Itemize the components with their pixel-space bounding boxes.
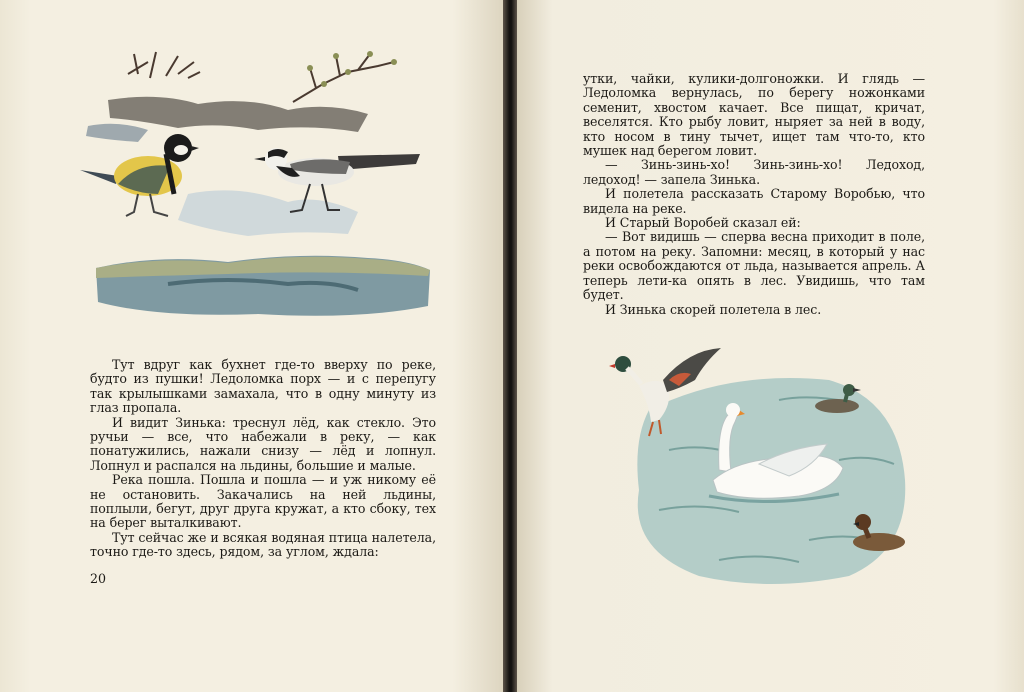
paragraph: И Старый Воробей сказал ей:: [605, 215, 801, 231]
catkins: [307, 51, 397, 87]
dark-bank: [108, 97, 368, 132]
paragraph: — Зинь-зинь-хо! Зинь-зинь-хо! Ледоход, ледоход! — запела Зинька.: [583, 157, 925, 187]
right-page: [517, 0, 1024, 692]
right-page-text: [583, 72, 925, 317]
page-number: 20: [90, 571, 107, 586]
paragraph: Тут вдруг как бухнет где-то вверху по реке, будто из пушки! Ледоломка порх — и с перепугу так крылышками замахала, что в одну минуту из глаз пропала.: [90, 357, 436, 416]
swan-ducks-illustration: [609, 340, 909, 590]
snow-patch: [86, 124, 148, 142]
paragraph: утки, чайки, кулики-долгоножки. И глядь — Ледоломка вернулась, по берегу ножонками семенит, хвостом качает. Все пищат, кричат, веселятся. Кто рыбу ловит, ныряет за ней в воду, кто носом в тину тычет, ищет там что-то, кто мушек над берегом ловит.: [583, 71, 925, 159]
titmouse-wagtail-illustration: [78, 44, 433, 320]
paragraph: — Вот видишь — сперва весна приходит в поле, а потом на реку. Запомни: месяц, в который у нас реки освобождаются от льда, называется апрель. А теперь лети-ка опять в лес. Увидишь, что там будет.: [583, 229, 925, 303]
left-page-text: [90, 358, 436, 560]
willow-branches: [128, 52, 394, 102]
titmouse-bird: [80, 134, 199, 216]
left-page: [0, 0, 503, 692]
paragraph: И Зинька скорей полетела в лес.: [605, 301, 822, 317]
paragraph: И видит Зинька: треснул лёд, как стекло. Это ручьи — все, что набежали в реку, — как понатужились, нажали снизу — лёд и лопнул. Лопнул и распался на льдины, большие и малые.: [90, 414, 436, 473]
paragraph: И полетела рассказать Старому Воробью, что видела на реке.: [583, 186, 925, 216]
book-gutter: [503, 0, 517, 692]
snow-drift: [178, 190, 358, 236]
paragraph: Река пошла. Пошла и пошла — и уж никому её не остановить. Закачались на ней льдины, поплыли, бегут, друг друга кружат, а кто сбоку, тех на берег выталкивают.: [90, 472, 436, 531]
paragraph: Тут сейчас же и всякая водяная птица налетела, точно где-то здесь, рядом, за углом, ждала:: [90, 529, 436, 560]
